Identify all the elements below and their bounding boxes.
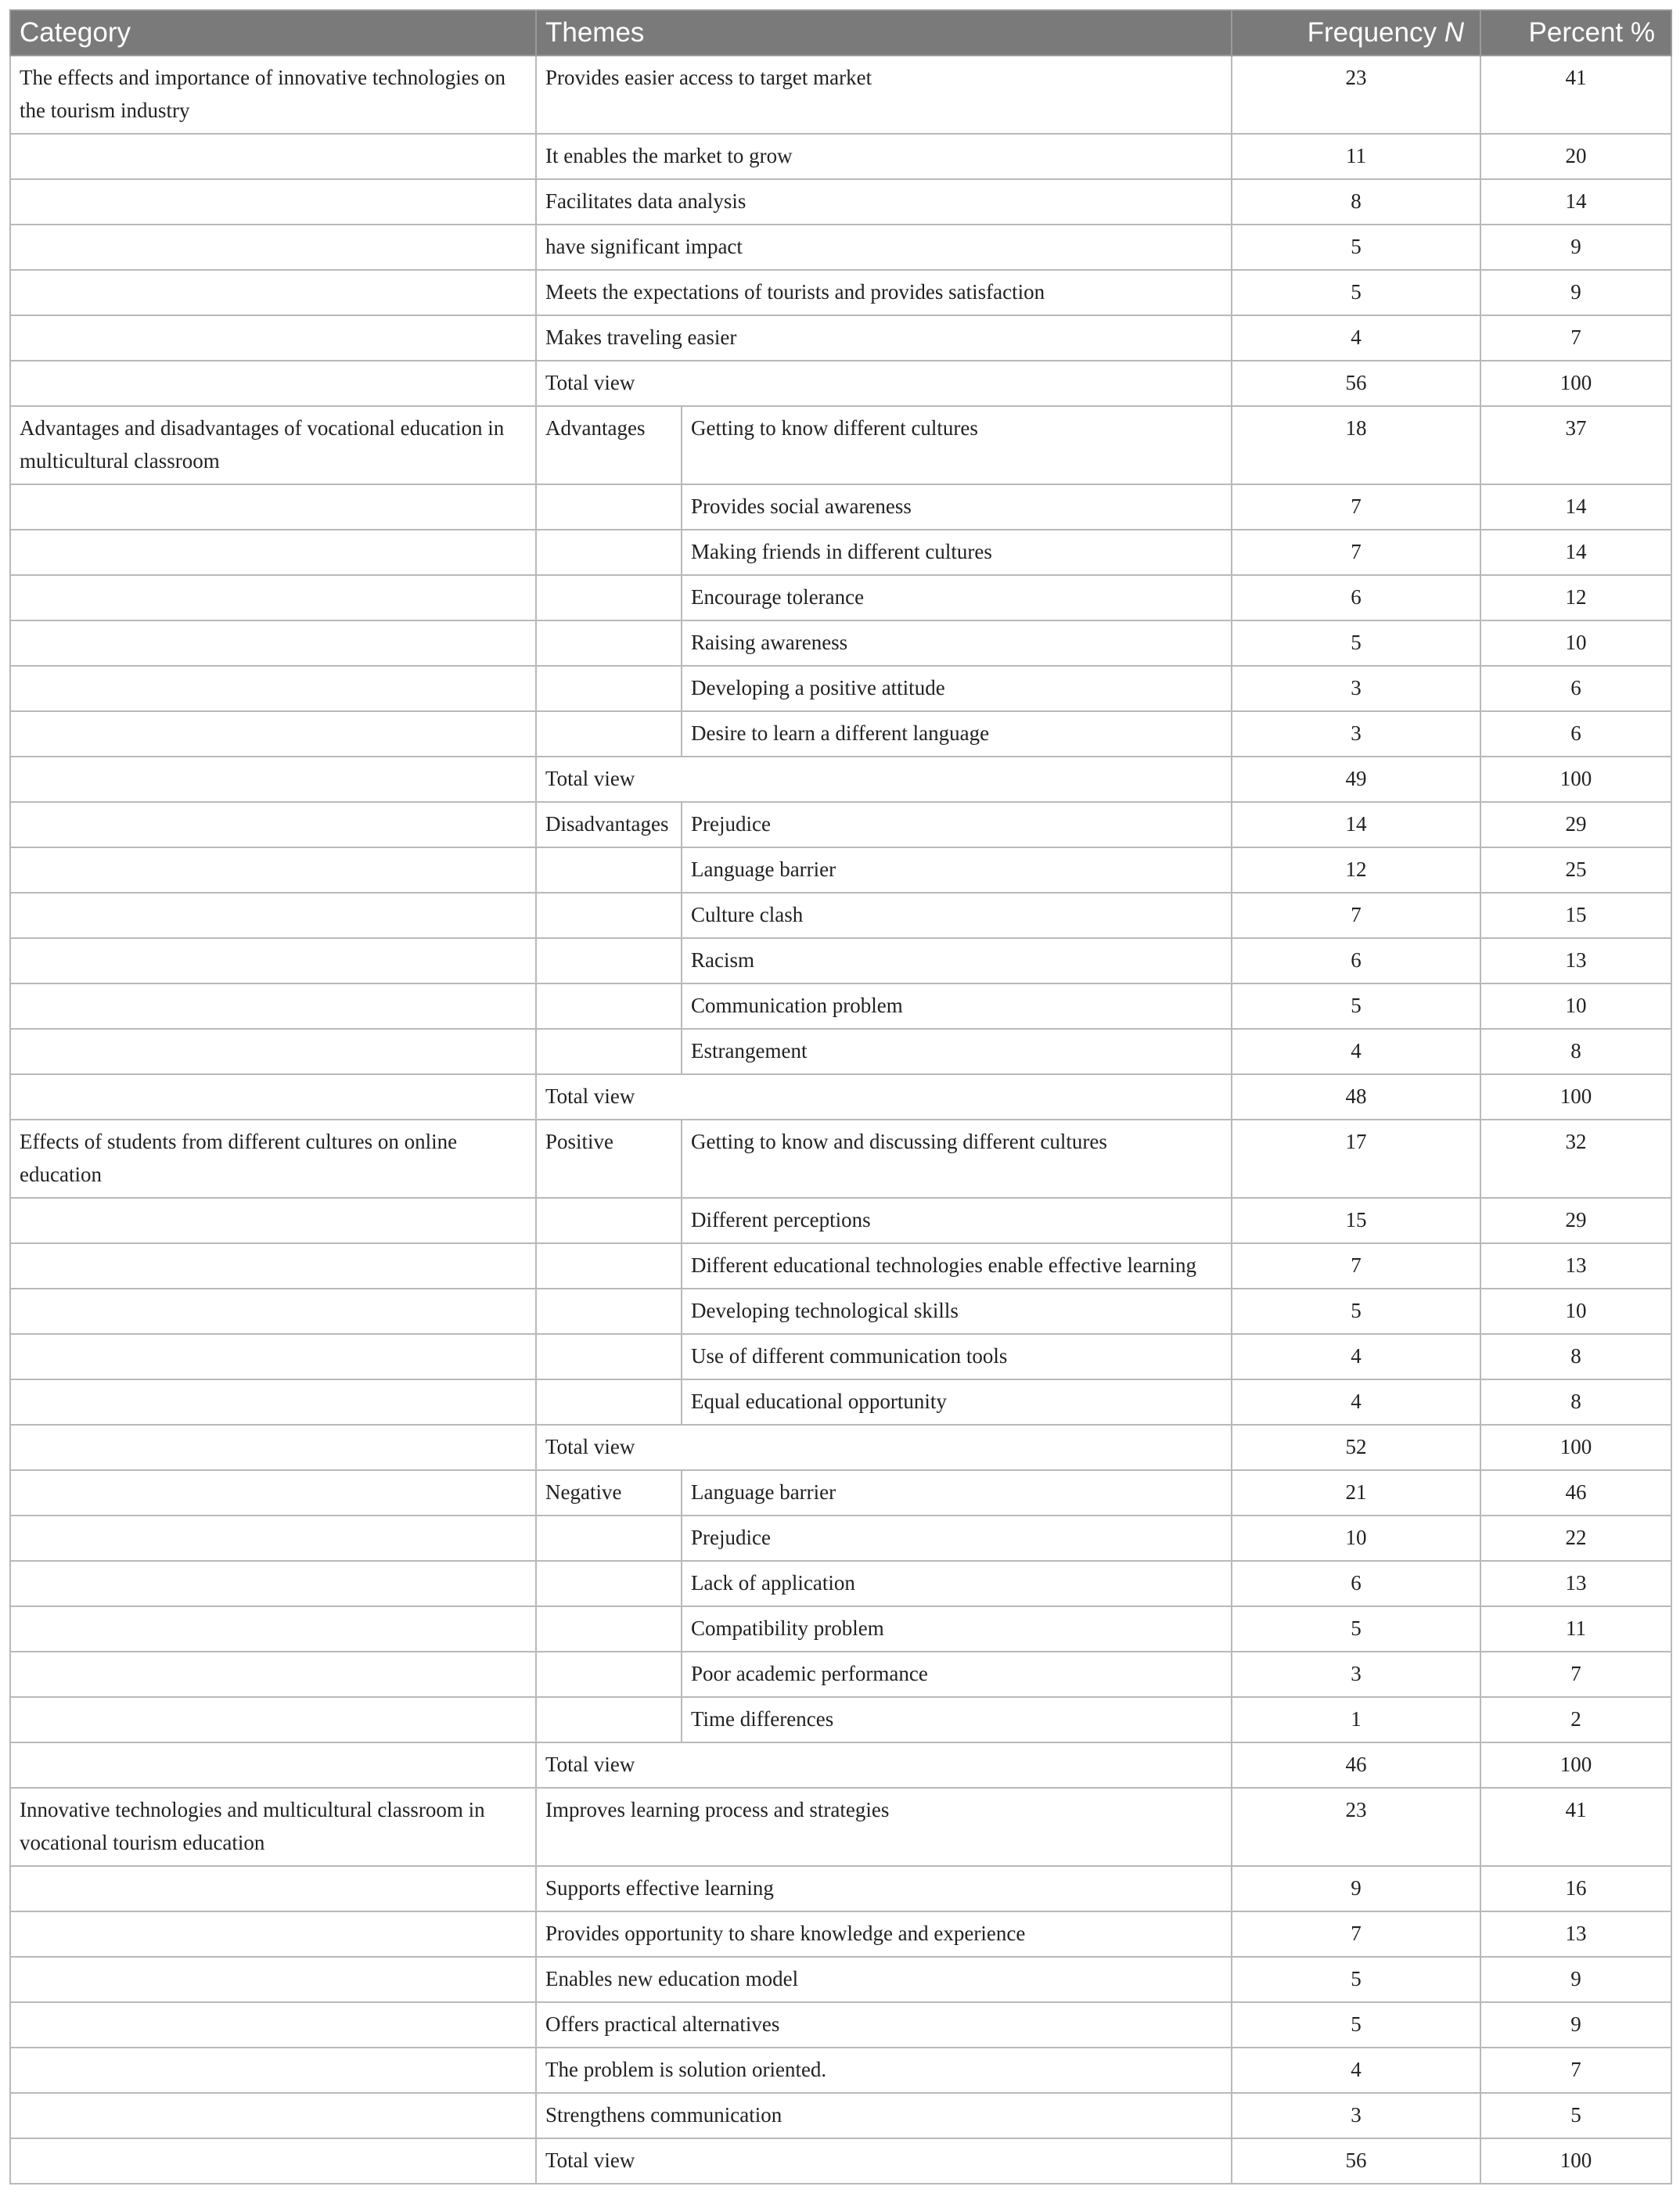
subtheme-cell: Disadvantages xyxy=(536,802,682,847)
table-row xyxy=(10,1652,1671,1697)
frequency-cell: 4 xyxy=(1232,1334,1480,1379)
item-cell: Raising awareness xyxy=(682,620,1232,666)
category-cell: Advantages and disadvantages of vocational education in multicultural classroom xyxy=(10,406,536,484)
percent-cell: 41 xyxy=(1480,1788,1671,1866)
category-cell xyxy=(10,666,536,711)
subtheme-cell xyxy=(536,1606,682,1652)
category-cell xyxy=(10,802,536,847)
table-row xyxy=(10,315,1671,361)
percent-cell: 6 xyxy=(1480,666,1671,711)
percent-cell: 7 xyxy=(1480,1652,1671,1697)
percent-cell: 8 xyxy=(1480,1029,1671,1074)
theme-cell: Total view xyxy=(536,2138,1232,2184)
subtheme-cell xyxy=(536,530,682,575)
frequency-cell: 6 xyxy=(1232,938,1480,983)
category-cell xyxy=(10,1243,536,1289)
table-row xyxy=(10,1334,1671,1379)
category-cell xyxy=(10,2138,536,2184)
theme-cell: have significant impact xyxy=(536,225,1232,270)
frequency-cell: 10 xyxy=(1232,1516,1480,1561)
category-cell xyxy=(10,1074,536,1120)
category-cell xyxy=(10,2002,536,2048)
percent-cell: 100 xyxy=(1480,2138,1671,2184)
table-row xyxy=(10,1788,1671,1866)
percent-cell: 100 xyxy=(1480,1074,1671,1120)
item-cell: Lack of application xyxy=(682,1561,1232,1606)
subtheme-cell xyxy=(536,1289,682,1334)
table-row xyxy=(10,1470,1671,1516)
subtheme-cell xyxy=(536,620,682,666)
item-cell: Prejudice xyxy=(682,1516,1232,1561)
item-cell: Prejudice xyxy=(682,802,1232,847)
percent-cell: 6 xyxy=(1480,711,1671,757)
percent-cell: 2 xyxy=(1480,1697,1671,1742)
item-cell: Language barrier xyxy=(682,847,1232,893)
percent-cell: 14 xyxy=(1480,530,1671,575)
percent-cell: 5 xyxy=(1480,2093,1671,2138)
header-category: Category xyxy=(10,10,536,56)
table-row xyxy=(10,1516,1671,1561)
category-cell xyxy=(10,938,536,983)
percent-cell: 12 xyxy=(1480,575,1671,620)
theme-cell: Total view xyxy=(536,1074,1232,1120)
percent-cell: 9 xyxy=(1480,270,1671,315)
category-cell xyxy=(10,134,536,179)
frequency-cell: 3 xyxy=(1232,666,1480,711)
theme-cell: Meets the expectations of tourists and provides satisfaction xyxy=(536,270,1232,315)
theme-cell: Total view xyxy=(536,757,1232,802)
category-cell xyxy=(10,1379,536,1425)
percent-cell: 32 xyxy=(1480,1120,1671,1198)
table-row xyxy=(10,225,1671,270)
category-cell xyxy=(10,1742,536,1788)
table-row xyxy=(10,1243,1671,1289)
item-cell: Estrangement xyxy=(682,1029,1232,1074)
frequency-cell: 49 xyxy=(1232,757,1480,802)
frequency-cell: 56 xyxy=(1232,361,1480,406)
subtheme-cell: Positive xyxy=(536,1120,682,1198)
frequency-cell: 7 xyxy=(1232,484,1480,530)
frequency-cell: 12 xyxy=(1232,847,1480,893)
table-row xyxy=(10,802,1671,847)
category-cell xyxy=(10,361,536,406)
item-cell: Language barrier xyxy=(682,1470,1232,1516)
percent-cell: 100 xyxy=(1480,1425,1671,1470)
frequency-cell: 5 xyxy=(1232,270,1480,315)
subtheme-cell xyxy=(536,1198,682,1243)
theme-cell: Makes traveling easier xyxy=(536,315,1232,361)
subtheme-cell xyxy=(536,1516,682,1561)
frequency-cell: 5 xyxy=(1232,2002,1480,2048)
theme-cell: Facilitates data analysis xyxy=(536,179,1232,225)
category-cell xyxy=(10,1198,536,1243)
table-row xyxy=(10,56,1671,134)
item-cell: Getting to know different cultures xyxy=(682,406,1232,484)
percent-cell: 8 xyxy=(1480,1334,1671,1379)
item-cell: Different educational technologies enable effective learning xyxy=(682,1243,1232,1289)
item-cell: Racism xyxy=(682,938,1232,983)
category-cell xyxy=(10,620,536,666)
item-cell: Equal educational opportunity xyxy=(682,1379,1232,1425)
category-cell xyxy=(10,530,536,575)
category-cell xyxy=(10,1957,536,2002)
category-cell xyxy=(10,575,536,620)
subtheme-cell xyxy=(536,575,682,620)
table-row xyxy=(10,2002,1671,2048)
item-cell: Different perceptions xyxy=(682,1198,1232,1243)
category-cell: The effects and importance of innovative technologies on the tourism industry xyxy=(10,56,536,134)
theme-cell: Supports effective learning xyxy=(536,1866,1232,1911)
frequency-cell: 17 xyxy=(1232,1120,1480,1198)
subtheme-cell xyxy=(536,1334,682,1379)
header-themes: Themes xyxy=(536,10,1232,56)
header-frequency-label: Frequency xyxy=(1307,17,1444,48)
category-cell xyxy=(10,1470,536,1516)
table-row xyxy=(10,620,1671,666)
frequency-cell: 3 xyxy=(1232,711,1480,757)
category-cell xyxy=(10,1697,536,1742)
percent-cell: 41 xyxy=(1480,56,1671,134)
subtheme-cell xyxy=(536,893,682,938)
total-row xyxy=(10,757,1671,802)
table-row xyxy=(10,983,1671,1029)
table-row xyxy=(10,893,1671,938)
subtheme-cell: Advantages xyxy=(536,406,682,484)
item-cell: Developing a positive attitude xyxy=(682,666,1232,711)
frequency-cell: 6 xyxy=(1232,1561,1480,1606)
category-cell xyxy=(10,1029,536,1074)
subtheme-cell xyxy=(536,1379,682,1425)
frequency-cell: 3 xyxy=(1232,1652,1480,1697)
percent-cell: 13 xyxy=(1480,1561,1671,1606)
category-cell xyxy=(10,1866,536,1911)
category-cell xyxy=(10,1561,536,1606)
frequency-cell: 4 xyxy=(1232,315,1480,361)
total-row xyxy=(10,2138,1671,2184)
category-cell xyxy=(10,315,536,361)
table-row xyxy=(10,1957,1671,2002)
frequency-cell: 7 xyxy=(1232,1911,1480,1957)
category-cell xyxy=(10,983,536,1029)
subtheme-cell xyxy=(536,1652,682,1697)
frequency-cell: 5 xyxy=(1232,1957,1480,2002)
frequency-cell: 5 xyxy=(1232,983,1480,1029)
frequency-cell: 7 xyxy=(1232,530,1480,575)
category-cell xyxy=(10,847,536,893)
total-row xyxy=(10,1074,1671,1120)
table-row xyxy=(10,1379,1671,1425)
item-cell: Developing technological skills xyxy=(682,1289,1232,1334)
frequency-cell: 7 xyxy=(1232,893,1480,938)
item-cell: Use of different communication tools xyxy=(682,1334,1232,1379)
category-cell xyxy=(10,2093,536,2138)
table-row xyxy=(10,938,1671,983)
table-row xyxy=(10,1911,1671,1957)
table-row xyxy=(10,711,1671,757)
category-cell xyxy=(10,1911,536,1957)
subtheme-cell xyxy=(536,983,682,1029)
percent-cell: 10 xyxy=(1480,983,1671,1029)
item-cell: Desire to learn a different language xyxy=(682,711,1232,757)
percent-cell: 7 xyxy=(1480,2048,1671,2093)
table-row xyxy=(10,134,1671,179)
category-cell xyxy=(10,225,536,270)
frequency-cell: 23 xyxy=(1232,1788,1480,1866)
table-row xyxy=(10,666,1671,711)
frequency-cell: 15 xyxy=(1232,1198,1480,1243)
category-cell xyxy=(10,1652,536,1697)
category-cell xyxy=(10,711,536,757)
percent-cell: 13 xyxy=(1480,1243,1671,1289)
percent-cell: 9 xyxy=(1480,2002,1671,2048)
table-row xyxy=(10,1697,1671,1742)
subtheme-cell xyxy=(536,1029,682,1074)
theme-cell: It enables the market to grow xyxy=(536,134,1232,179)
header-frequency xyxy=(1232,10,1480,56)
table-row xyxy=(10,484,1671,530)
item-cell: Culture clash xyxy=(682,893,1232,938)
table-body xyxy=(10,56,1671,2184)
category-cell xyxy=(10,1334,536,1379)
category-cell xyxy=(10,2048,536,2093)
category-cell xyxy=(10,179,536,225)
table-row xyxy=(10,2093,1671,2138)
percent-cell: 13 xyxy=(1480,1911,1671,1957)
theme-cell: Provides easier access to target market xyxy=(536,56,1232,134)
frequency-cell: 5 xyxy=(1232,620,1480,666)
percent-cell: 16 xyxy=(1480,1866,1671,1911)
frequency-cell: 4 xyxy=(1232,1029,1480,1074)
percent-cell: 25 xyxy=(1480,847,1671,893)
item-cell: Poor academic performance xyxy=(682,1652,1232,1697)
percent-cell: 22 xyxy=(1480,1516,1671,1561)
frequency-cell: 18 xyxy=(1232,406,1480,484)
subtheme-cell xyxy=(536,711,682,757)
table-row xyxy=(10,1289,1671,1334)
results-table xyxy=(9,9,1672,2184)
theme-cell: Total view xyxy=(536,1425,1232,1470)
category-cell: Effects of students from different cultures on online education xyxy=(10,1120,536,1198)
header-row xyxy=(10,10,1671,56)
subtheme-cell xyxy=(536,1561,682,1606)
table-row xyxy=(10,1606,1671,1652)
frequency-cell: 21 xyxy=(1232,1470,1480,1516)
category-cell xyxy=(10,1425,536,1470)
item-cell: Compatibility problem xyxy=(682,1606,1232,1652)
category-cell xyxy=(10,1516,536,1561)
subtheme-cell xyxy=(536,1243,682,1289)
theme-cell: Provides opportunity to share knowledge and experience xyxy=(536,1911,1232,1957)
percent-cell: 29 xyxy=(1480,1198,1671,1243)
frequency-cell: 6 xyxy=(1232,575,1480,620)
percent-cell: 100 xyxy=(1480,361,1671,406)
frequency-cell: 48 xyxy=(1232,1074,1480,1120)
percent-cell: 8 xyxy=(1480,1379,1671,1425)
percent-cell: 10 xyxy=(1480,620,1671,666)
total-row xyxy=(10,1425,1671,1470)
table-row xyxy=(10,1198,1671,1243)
theme-cell: Enables new education model xyxy=(536,1957,1232,2002)
percent-cell: 9 xyxy=(1480,1957,1671,2002)
total-row xyxy=(10,1742,1671,1788)
table-row xyxy=(10,847,1671,893)
theme-cell: Total view xyxy=(536,1742,1232,1788)
percent-cell: 37 xyxy=(1480,406,1671,484)
table-row xyxy=(10,1029,1671,1074)
percent-cell: 46 xyxy=(1480,1470,1671,1516)
frequency-cell: 1 xyxy=(1232,1697,1480,1742)
theme-cell: Total view xyxy=(536,361,1232,406)
table-row xyxy=(10,2048,1671,2093)
frequency-cell: 8 xyxy=(1232,179,1480,225)
frequency-cell: 5 xyxy=(1232,1289,1480,1334)
item-cell: Communication problem xyxy=(682,983,1232,1029)
frequency-cell: 56 xyxy=(1232,2138,1480,2184)
percent-cell: 20 xyxy=(1480,134,1671,179)
item-cell: Making friends in different cultures xyxy=(682,530,1232,575)
frequency-cell: 46 xyxy=(1232,1742,1480,1788)
theme-cell: Offers practical alternatives xyxy=(536,2002,1232,2048)
percent-cell: 7 xyxy=(1480,315,1671,361)
item-cell: Time differences xyxy=(682,1697,1232,1742)
table-row xyxy=(10,179,1671,225)
table-row xyxy=(10,530,1671,575)
frequency-cell: 11 xyxy=(1232,134,1480,179)
header-frequency-n: N xyxy=(1444,17,1464,48)
category-cell: Innovative technologies and multicultural classroom in vocational tourism education xyxy=(10,1788,536,1866)
subtheme-cell xyxy=(536,484,682,530)
table-row xyxy=(10,406,1671,484)
category-cell xyxy=(10,270,536,315)
category-cell xyxy=(10,484,536,530)
header-percent: Percent % xyxy=(1480,10,1671,56)
frequency-cell: 3 xyxy=(1232,2093,1480,2138)
frequency-cell: 52 xyxy=(1232,1425,1480,1470)
percent-cell: 29 xyxy=(1480,802,1671,847)
table-row xyxy=(10,1866,1671,1911)
frequency-cell: 5 xyxy=(1232,225,1480,270)
theme-cell: Strengthens communication xyxy=(536,2093,1232,2138)
frequency-cell: 4 xyxy=(1232,1379,1480,1425)
category-cell xyxy=(10,757,536,802)
table-row xyxy=(10,575,1671,620)
subtheme-cell: Negative xyxy=(536,1470,682,1516)
item-cell: Getting to know and discussing different cultures xyxy=(682,1120,1232,1198)
theme-cell: Improves learning process and strategies xyxy=(536,1788,1232,1866)
frequency-cell: 23 xyxy=(1232,56,1480,134)
frequency-cell: 5 xyxy=(1232,1606,1480,1652)
percent-cell: 10 xyxy=(1480,1289,1671,1334)
category-cell xyxy=(10,1289,536,1334)
percent-cell: 14 xyxy=(1480,179,1671,225)
theme-cell: The problem is solution oriented. xyxy=(536,2048,1232,2093)
subtheme-cell xyxy=(536,847,682,893)
percent-cell: 13 xyxy=(1480,938,1671,983)
frequency-cell: 9 xyxy=(1232,1866,1480,1911)
item-cell: Encourage tolerance xyxy=(682,575,1232,620)
table-row xyxy=(10,1120,1671,1198)
category-cell xyxy=(10,1606,536,1652)
percent-cell: 11 xyxy=(1480,1606,1671,1652)
frequency-cell: 7 xyxy=(1232,1243,1480,1289)
percent-cell: 14 xyxy=(1480,484,1671,530)
table-row xyxy=(10,1561,1671,1606)
percent-cell: 100 xyxy=(1480,757,1671,802)
subtheme-cell xyxy=(536,938,682,983)
frequency-cell: 14 xyxy=(1232,802,1480,847)
percent-cell: 15 xyxy=(1480,893,1671,938)
item-cell: Provides social awareness xyxy=(682,484,1232,530)
category-cell xyxy=(10,893,536,938)
percent-cell: 100 xyxy=(1480,1742,1671,1788)
total-row xyxy=(10,361,1671,406)
frequency-cell: 4 xyxy=(1232,2048,1480,2093)
table-row xyxy=(10,270,1671,315)
subtheme-cell xyxy=(536,1697,682,1742)
percent-cell: 9 xyxy=(1480,225,1671,270)
subtheme-cell xyxy=(536,666,682,711)
